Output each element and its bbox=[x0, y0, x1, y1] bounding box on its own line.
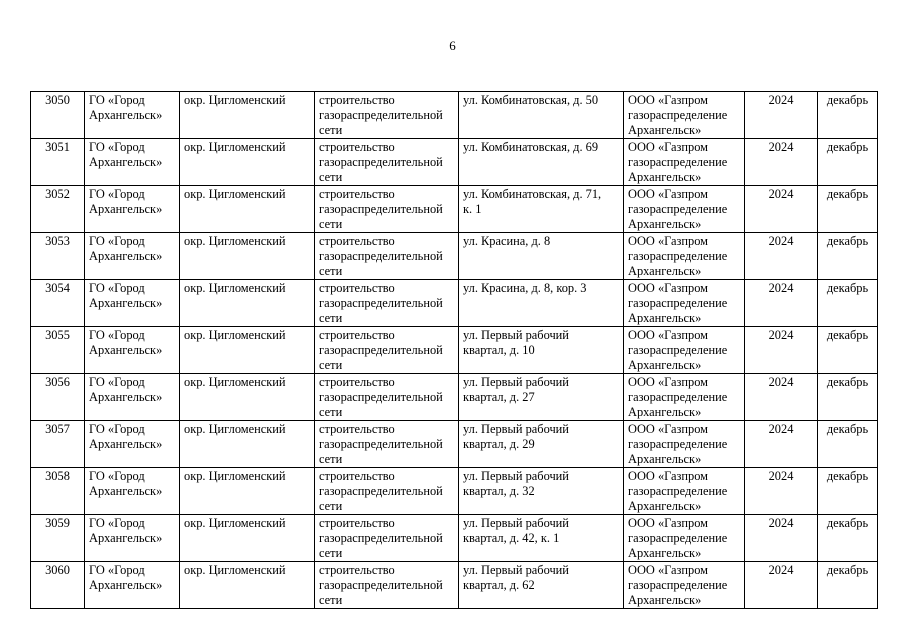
municipality-cell bbox=[85, 186, 180, 233]
year-cell: 2024 bbox=[745, 327, 818, 374]
municipality-cell-line: ГО «Город bbox=[89, 516, 145, 530]
address-cell-line: ул. Комбинатовская, д. 71, bbox=[463, 187, 602, 201]
address-cell-line: ул. Первый рабочий bbox=[463, 516, 569, 530]
municipality-cell-line: ГО «Город bbox=[89, 422, 145, 436]
work-type-cell-line: сети bbox=[319, 217, 343, 231]
municipality-cell bbox=[85, 468, 180, 515]
work-type-cell bbox=[315, 280, 459, 327]
municipality-cell bbox=[85, 421, 180, 468]
work-type-cell-line: сети bbox=[319, 123, 343, 137]
work-type-cell-line: сети bbox=[319, 264, 343, 278]
district-cell: окр. Цигломенский bbox=[180, 92, 315, 139]
organization-cell-line: Архангельск» bbox=[628, 593, 702, 607]
district-cell: окр. Цигломенский bbox=[180, 562, 315, 609]
work-type-cell-line: сети bbox=[319, 546, 343, 560]
work-type-cell-line: строительство bbox=[319, 516, 395, 530]
year-cell: 2024 bbox=[745, 186, 818, 233]
year-cell: 2024 bbox=[745, 515, 818, 562]
municipality-cell-line: ГО «Город bbox=[89, 140, 145, 154]
work-type-cell bbox=[315, 327, 459, 374]
organization-cell bbox=[624, 468, 745, 515]
municipality-cell bbox=[85, 280, 180, 327]
year-cell: 2024 bbox=[745, 374, 818, 421]
organization-cell-line: Архангельск» bbox=[628, 311, 702, 325]
organization-cell-line: газораспределение bbox=[628, 484, 728, 498]
organization-cell bbox=[624, 92, 745, 139]
organization-cell-line: Архангельск» bbox=[628, 217, 702, 231]
work-type-cell bbox=[315, 562, 459, 609]
organization-cell-line: газораспределение bbox=[628, 390, 728, 404]
work-type-cell bbox=[315, 92, 459, 139]
table-row bbox=[31, 280, 878, 327]
organization-cell-line: газораспределение bbox=[628, 296, 728, 310]
organization-cell-line: ООО «Газпром bbox=[628, 375, 709, 389]
address-cell-line: ул. Первый рабочий bbox=[463, 469, 569, 483]
year-cell: 2024 bbox=[745, 92, 818, 139]
organization-cell bbox=[624, 374, 745, 421]
organization-cell bbox=[624, 139, 745, 186]
year-cell: 2024 bbox=[745, 139, 818, 186]
municipality-cell bbox=[85, 515, 180, 562]
address-cell bbox=[459, 327, 624, 374]
work-type-cell-line: строительство bbox=[319, 375, 395, 389]
municipality-cell bbox=[85, 562, 180, 609]
work-type-cell-line: строительство bbox=[319, 422, 395, 436]
row-number-cell: 3054 bbox=[31, 280, 85, 327]
work-type-cell-line: сети bbox=[319, 593, 343, 607]
row-number-cell: 3052 bbox=[31, 186, 85, 233]
municipality-cell-line: ГО «Город bbox=[89, 234, 145, 248]
organization-cell-line: ООО «Газпром bbox=[628, 563, 709, 577]
month-cell: декабрь bbox=[818, 421, 878, 468]
table-row bbox=[31, 186, 878, 233]
work-type-cell-line: газораспределительной bbox=[319, 578, 443, 592]
organization-cell-line: ООО «Газпром bbox=[628, 234, 709, 248]
organization-cell-line: Архангельск» bbox=[628, 452, 702, 466]
work-type-cell-line: газораспределительной bbox=[319, 437, 443, 451]
organization-cell-line: газораспределение bbox=[628, 202, 728, 216]
month-cell: декабрь bbox=[818, 186, 878, 233]
address-cell-line: ул. Красина, д. 8 bbox=[463, 234, 551, 248]
month-cell: декабрь bbox=[818, 562, 878, 609]
municipality-cell-line: Архангельск» bbox=[89, 578, 163, 592]
work-type-cell bbox=[315, 139, 459, 186]
work-type-cell-line: сети bbox=[319, 405, 343, 419]
organization-cell-line: Архангельск» bbox=[628, 405, 702, 419]
work-type-cell bbox=[315, 186, 459, 233]
address-cell-line: ул. Первый рабочий bbox=[463, 328, 569, 342]
work-type-cell-line: строительство bbox=[319, 563, 395, 577]
organization-cell-line: газораспределение bbox=[628, 437, 728, 451]
municipality-cell-line: ГО «Город bbox=[89, 375, 145, 389]
address-cell bbox=[459, 280, 624, 327]
work-type-cell-line: строительство bbox=[319, 234, 395, 248]
organization-cell bbox=[624, 280, 745, 327]
work-type-cell bbox=[315, 421, 459, 468]
organization-cell-line: ООО «Газпром bbox=[628, 516, 709, 530]
work-type-cell-line: газораспределительной bbox=[319, 484, 443, 498]
address-cell bbox=[459, 139, 624, 186]
district-cell: окр. Цигломенский bbox=[180, 374, 315, 421]
municipality-cell-line: ГО «Город bbox=[89, 93, 145, 107]
work-type-cell-line: сети bbox=[319, 358, 343, 372]
table-row bbox=[31, 233, 878, 280]
address-cell bbox=[459, 468, 624, 515]
month-cell: декабрь bbox=[818, 280, 878, 327]
work-type-cell-line: строительство bbox=[319, 328, 395, 342]
work-type-cell bbox=[315, 374, 459, 421]
row-number-cell: 3057 bbox=[31, 421, 85, 468]
table-row bbox=[31, 139, 878, 186]
work-type-cell-line: газораспределительной bbox=[319, 202, 443, 216]
row-number-cell: 3056 bbox=[31, 374, 85, 421]
month-cell: декабрь bbox=[818, 139, 878, 186]
year-cell: 2024 bbox=[745, 280, 818, 327]
organization-cell-line: газораспределение bbox=[628, 249, 728, 263]
row-number-cell: 3051 bbox=[31, 139, 85, 186]
address-cell-line: ул. Комбинатовская, д. 50 bbox=[463, 93, 599, 107]
address-cell bbox=[459, 374, 624, 421]
year-cell: 2024 bbox=[745, 421, 818, 468]
address-cell-line: к. 1 bbox=[463, 202, 482, 216]
work-type-cell-line: сети bbox=[319, 499, 343, 513]
municipality-cell-line: Архангельск» bbox=[89, 296, 163, 310]
page-number: 6 bbox=[449, 38, 456, 53]
district-cell: окр. Цигломенский bbox=[180, 421, 315, 468]
municipality-cell-line: Архангельск» bbox=[89, 484, 163, 498]
table-row bbox=[31, 515, 878, 562]
address-cell-line: ул. Первый рабочий bbox=[463, 563, 569, 577]
municipality-cell-line: Архангельск» bbox=[89, 249, 163, 263]
work-type-cell-line: газораспределительной bbox=[319, 108, 443, 122]
work-type-cell-line: сети bbox=[319, 170, 343, 184]
address-cell-line: ул. Комбинатовская, д. 69 bbox=[463, 140, 599, 154]
work-type-cell-line: газораспределительной bbox=[319, 531, 443, 545]
work-type-cell-line: строительство bbox=[319, 140, 395, 154]
row-number-cell: 3060 bbox=[31, 562, 85, 609]
table-row bbox=[31, 92, 878, 139]
work-type-cell-line: строительство bbox=[319, 93, 395, 107]
work-type-cell bbox=[315, 468, 459, 515]
municipality-cell-line: Архангельск» bbox=[89, 390, 163, 404]
work-type-cell-line: строительство bbox=[319, 469, 395, 483]
work-type-cell-line: газораспределительной bbox=[319, 390, 443, 404]
table-row bbox=[31, 562, 878, 609]
address-cell-line: квартал, д. 62 bbox=[463, 578, 535, 592]
year-cell: 2024 bbox=[745, 233, 818, 280]
organization-cell-line: ООО «Газпром bbox=[628, 422, 709, 436]
district-cell: окр. Цигломенский bbox=[180, 468, 315, 515]
organization-cell-line: ООО «Газпром bbox=[628, 281, 709, 295]
address-cell bbox=[459, 515, 624, 562]
district-cell: окр. Цигломенский bbox=[180, 327, 315, 374]
district-cell: окр. Цигломенский bbox=[180, 139, 315, 186]
organization-cell-line: газораспределение bbox=[628, 343, 728, 357]
work-type-cell-line: сети bbox=[319, 311, 343, 325]
work-type-cell bbox=[315, 515, 459, 562]
work-type-cell-line: газораспределительной bbox=[319, 155, 443, 169]
organization-cell bbox=[624, 233, 745, 280]
address-cell bbox=[459, 92, 624, 139]
work-type-cell-line: газораспределительной bbox=[319, 296, 443, 310]
address-cell bbox=[459, 562, 624, 609]
organization-cell-line: газораспределение bbox=[628, 155, 728, 169]
work-type-cell-line: строительство bbox=[319, 187, 395, 201]
month-cell: декабрь bbox=[818, 327, 878, 374]
municipality-cell bbox=[85, 233, 180, 280]
address-cell-line: квартал, д. 42, к. 1 bbox=[463, 531, 560, 545]
organization-cell bbox=[624, 421, 745, 468]
organization-cell bbox=[624, 327, 745, 374]
month-cell: декабрь bbox=[818, 374, 878, 421]
address-cell bbox=[459, 186, 624, 233]
row-number-cell: 3059 bbox=[31, 515, 85, 562]
organization-cell-line: ООО «Газпром bbox=[628, 469, 709, 483]
year-cell: 2024 bbox=[745, 562, 818, 609]
district-cell: окр. Цигломенский bbox=[180, 233, 315, 280]
municipality-cell-line: ГО «Город bbox=[89, 187, 145, 201]
municipality-cell-line: Архангельск» bbox=[89, 108, 163, 122]
municipality-cell bbox=[85, 92, 180, 139]
work-type-cell-line: сети bbox=[319, 452, 343, 466]
organization-cell-line: ООО «Газпром bbox=[628, 187, 709, 201]
table-row bbox=[31, 468, 878, 515]
organization-cell-line: Архангельск» bbox=[628, 546, 702, 560]
address-cell-line: квартал, д. 27 bbox=[463, 390, 535, 404]
municipality-cell-line: ГО «Город bbox=[89, 563, 145, 577]
row-number-cell: 3058 bbox=[31, 468, 85, 515]
address-cell-line: ул. Первый рабочий bbox=[463, 375, 569, 389]
table-row bbox=[31, 374, 878, 421]
works-table bbox=[30, 91, 878, 609]
organization-cell bbox=[624, 562, 745, 609]
month-cell: декабрь bbox=[818, 468, 878, 515]
organization-cell-line: газораспределение bbox=[628, 578, 728, 592]
municipality-cell-line: Архангельск» bbox=[89, 531, 163, 545]
work-type-cell bbox=[315, 233, 459, 280]
address-cell-line: ул. Красина, д. 8, кор. 3 bbox=[463, 281, 587, 295]
municipality-cell-line: Архангельск» bbox=[89, 155, 163, 169]
work-type-cell-line: газораспределительной bbox=[319, 249, 443, 263]
municipality-cell-line: Архангельск» bbox=[89, 343, 163, 357]
table-row bbox=[31, 327, 878, 374]
district-cell: окр. Цигломенский bbox=[180, 186, 315, 233]
work-type-cell-line: строительство bbox=[319, 281, 395, 295]
table-body bbox=[31, 92, 878, 609]
organization-cell-line: Архангельск» bbox=[628, 499, 702, 513]
organization-cell bbox=[624, 186, 745, 233]
year-cell: 2024 bbox=[745, 468, 818, 515]
row-number-cell: 3053 bbox=[31, 233, 85, 280]
municipality-cell bbox=[85, 327, 180, 374]
organization-cell bbox=[624, 515, 745, 562]
municipality-cell bbox=[85, 139, 180, 186]
row-number-cell: 3050 bbox=[31, 92, 85, 139]
row-number-cell: 3055 bbox=[31, 327, 85, 374]
address-cell-line: квартал, д. 10 bbox=[463, 343, 535, 357]
municipality-cell-line: Архангельск» bbox=[89, 202, 163, 216]
municipality-cell-line: ГО «Город bbox=[89, 328, 145, 342]
organization-cell-line: ООО «Газпром bbox=[628, 140, 709, 154]
address-cell-line: квартал, д. 29 bbox=[463, 437, 535, 451]
organization-cell-line: ООО «Газпром bbox=[628, 93, 709, 107]
table-row bbox=[31, 421, 878, 468]
municipality-cell-line: Архангельск» bbox=[89, 437, 163, 451]
address-cell-line: ул. Первый рабочий bbox=[463, 422, 569, 436]
address-cell bbox=[459, 421, 624, 468]
municipality-cell-line: ГО «Город bbox=[89, 281, 145, 295]
organization-cell-line: газораспределение bbox=[628, 531, 728, 545]
organization-cell-line: Архангельск» bbox=[628, 123, 702, 137]
month-cell: декабрь bbox=[818, 92, 878, 139]
address-cell-line: квартал, д. 32 bbox=[463, 484, 535, 498]
district-cell: окр. Цигломенский bbox=[180, 515, 315, 562]
municipality-cell bbox=[85, 374, 180, 421]
municipality-cell-line: ГО «Город bbox=[89, 469, 145, 483]
organization-cell-line: газораспределение bbox=[628, 108, 728, 122]
month-cell: декабрь bbox=[818, 233, 878, 280]
organization-cell-line: Архангельск» bbox=[628, 264, 702, 278]
organization-cell-line: ООО «Газпром bbox=[628, 328, 709, 342]
organization-cell-line: Архангельск» bbox=[628, 358, 702, 372]
organization-cell-line: Архангельск» bbox=[628, 170, 702, 184]
address-cell bbox=[459, 233, 624, 280]
month-cell: декабрь bbox=[818, 515, 878, 562]
work-type-cell-line: газораспределительной bbox=[319, 343, 443, 357]
district-cell: окр. Цигломенский bbox=[180, 280, 315, 327]
